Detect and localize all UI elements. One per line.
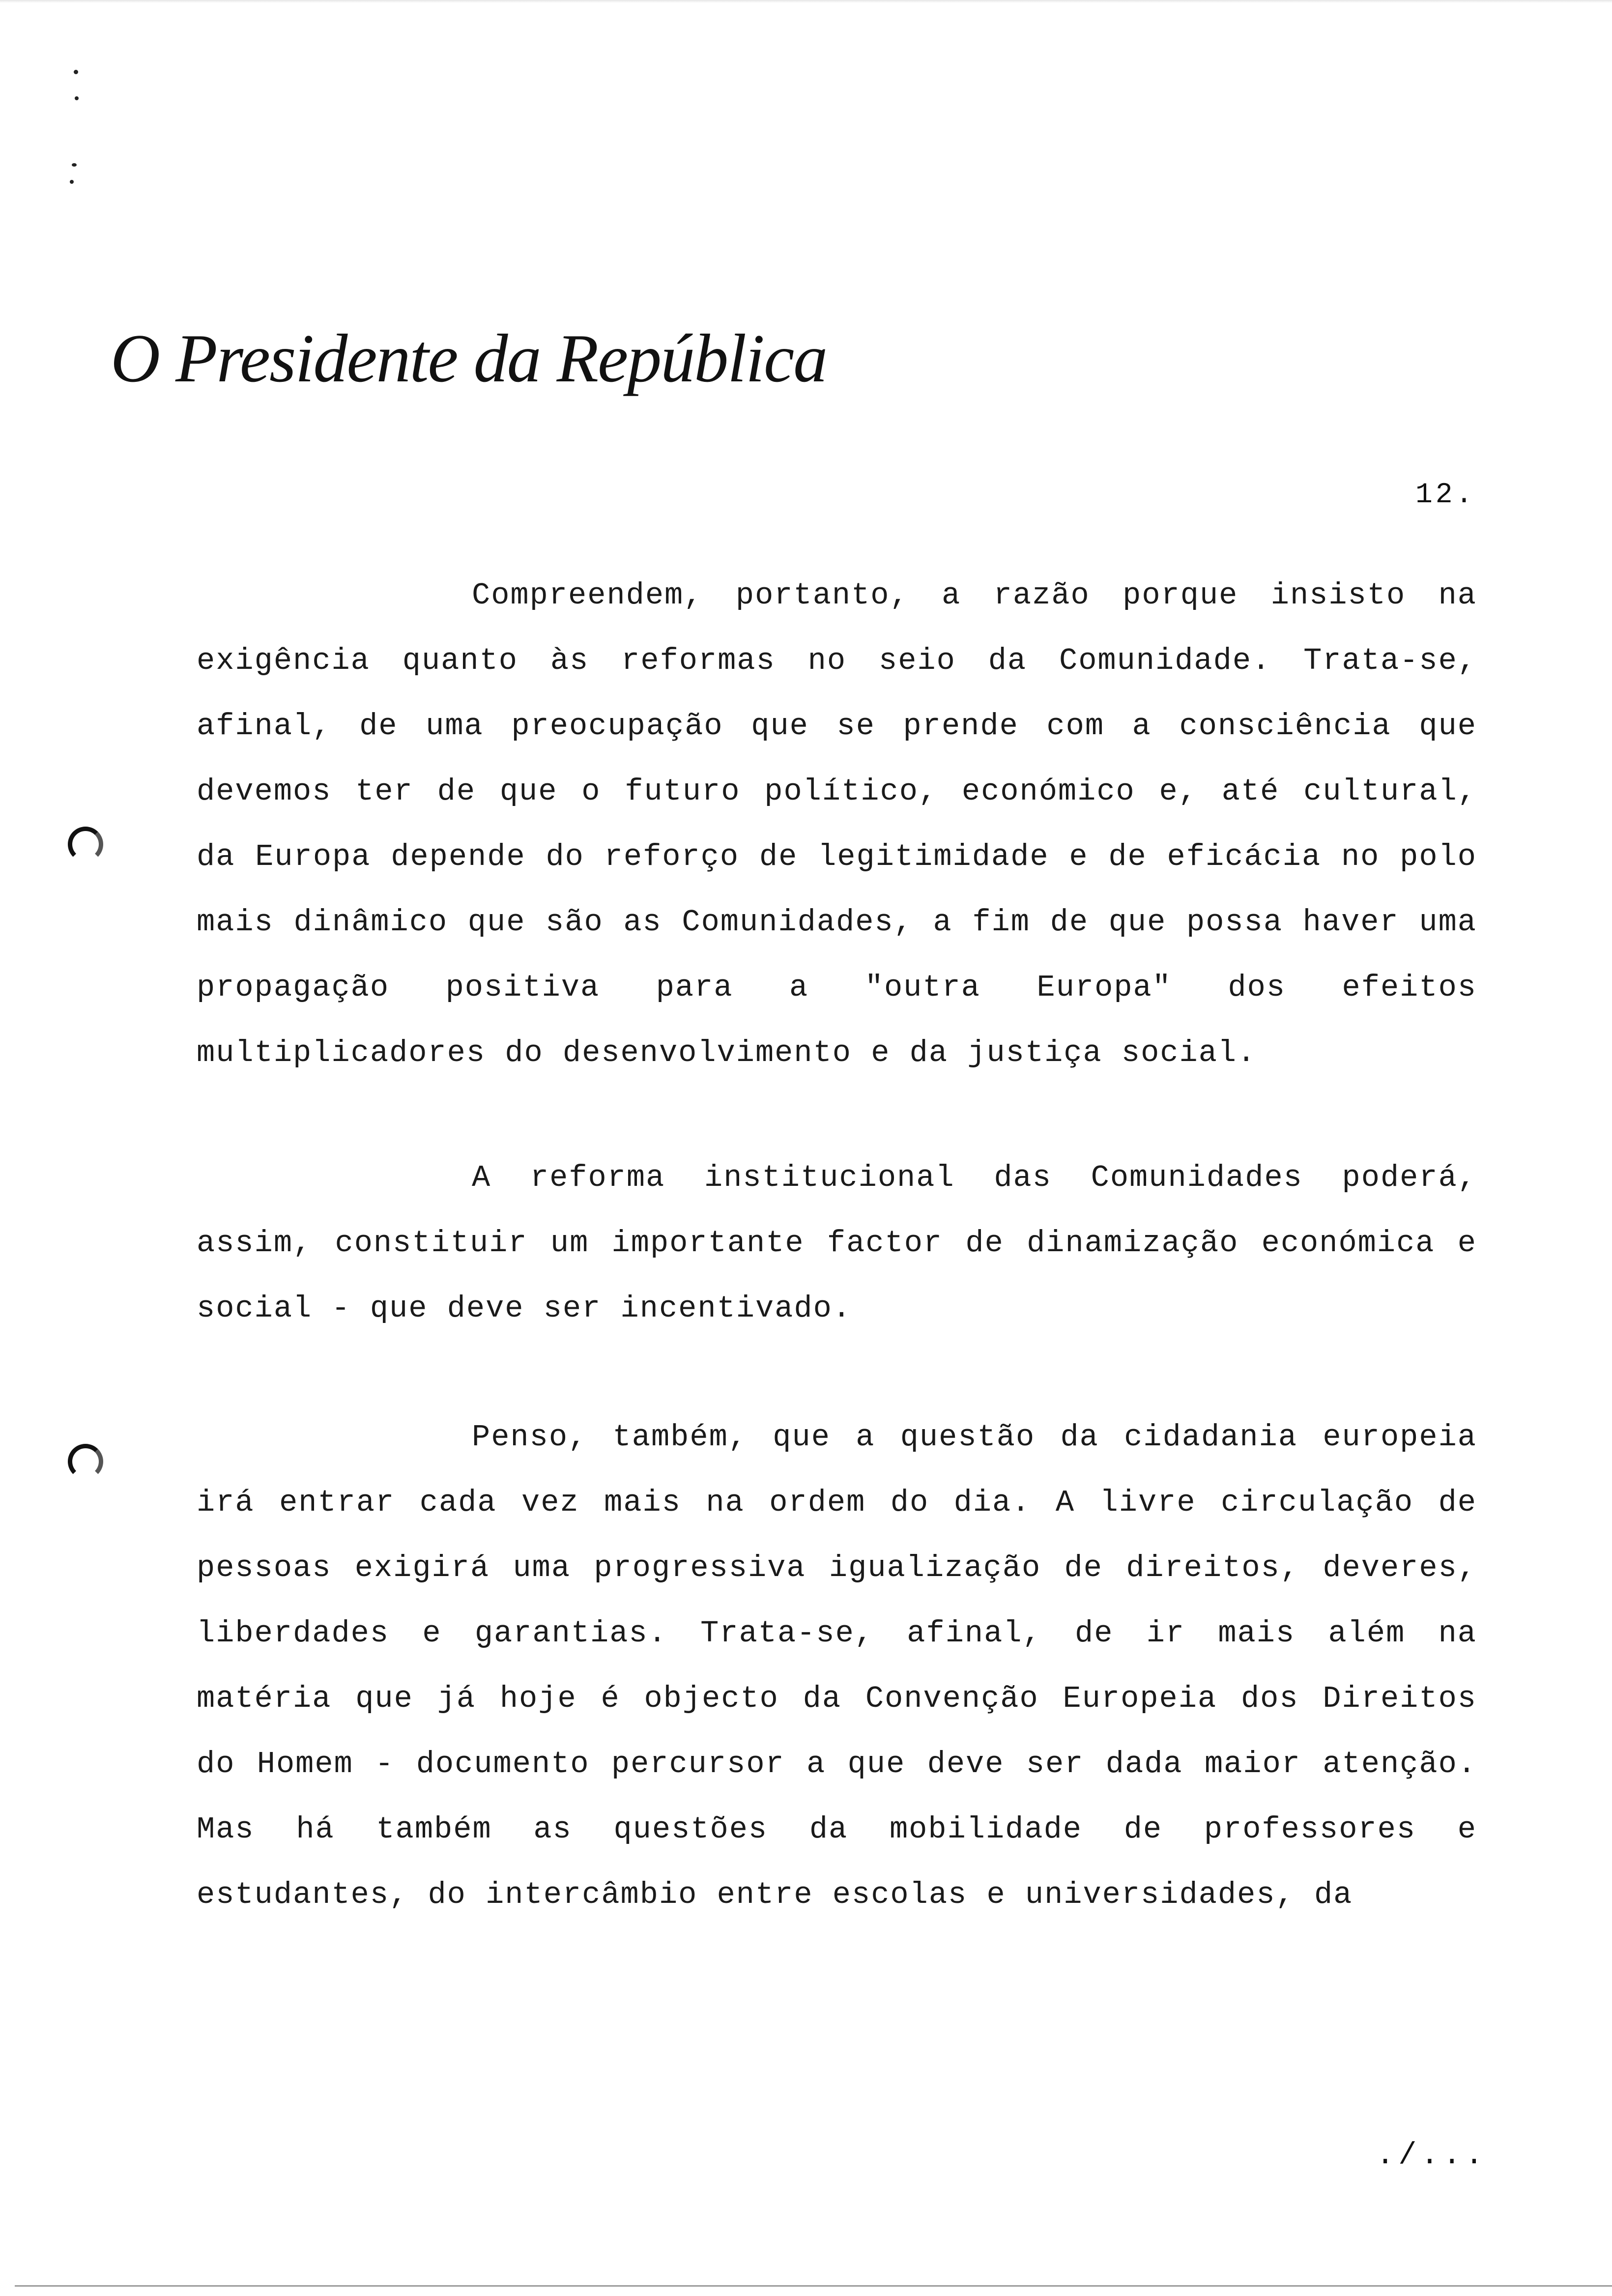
page-number: 12. xyxy=(1415,479,1476,511)
punch-hole-icon xyxy=(68,827,103,862)
paragraph-1 xyxy=(197,563,1477,1086)
punch-hole-icon xyxy=(68,1444,103,1479)
page-top-edge xyxy=(0,0,1612,3)
paragraph-3-text: Penso, também, que a questão da cidadania europeia irá entrar cada vez mais na ordem do dia. A livre circulação de pessoas exigirá uma progressiva igualização de direitos, deveres, liberdades e garantias. Trata-se, afinal, de ir mais além na matéria que já hoje é objecto da Convenção Europeia dos Direitos do Homem - documento percursor a que deve ser dada maior atenção. Mas há também as questões da mobilidade de professores e estudantes, do intercâmbio entre escolas e universidades, da xyxy=(197,1420,1477,1912)
paragraph-2 xyxy=(197,1145,1477,1341)
scan-speck xyxy=(70,180,74,184)
paragraph-1-text: Compreendem, portanto, a razão porque insisto na exigência quanto às reformas no seio da Comunidade. Trata-se, afinal, de uma preocupação que se prende com a consciência que devemos ter de que o futuro político, económico e, até cultural, da Europa depende do reforço de legitimidade e de eficácia no polo mais dinâmico que são as Comunidades, a fim de que possa haver uma propagação positiva para a "outra Europa" dos efeitos multiplicadores do desenvolvimento e da justiça social. xyxy=(197,578,1477,1070)
page-bottom-edge xyxy=(15,2285,1612,2287)
paragraph-2-text: A reforma institucional das Comunidades poderá, assim, constituir um importante factor de dinamização económica e social - que deve ser incentivado. xyxy=(197,1160,1477,1326)
scan-speck xyxy=(74,70,78,74)
continuation-mark: ./... xyxy=(1376,2138,1488,2173)
scan-speck xyxy=(72,163,77,167)
paragraph-3 xyxy=(197,1405,1477,1927)
scan-speck xyxy=(75,96,79,100)
letterhead-title: O Presidente da República xyxy=(111,320,827,397)
